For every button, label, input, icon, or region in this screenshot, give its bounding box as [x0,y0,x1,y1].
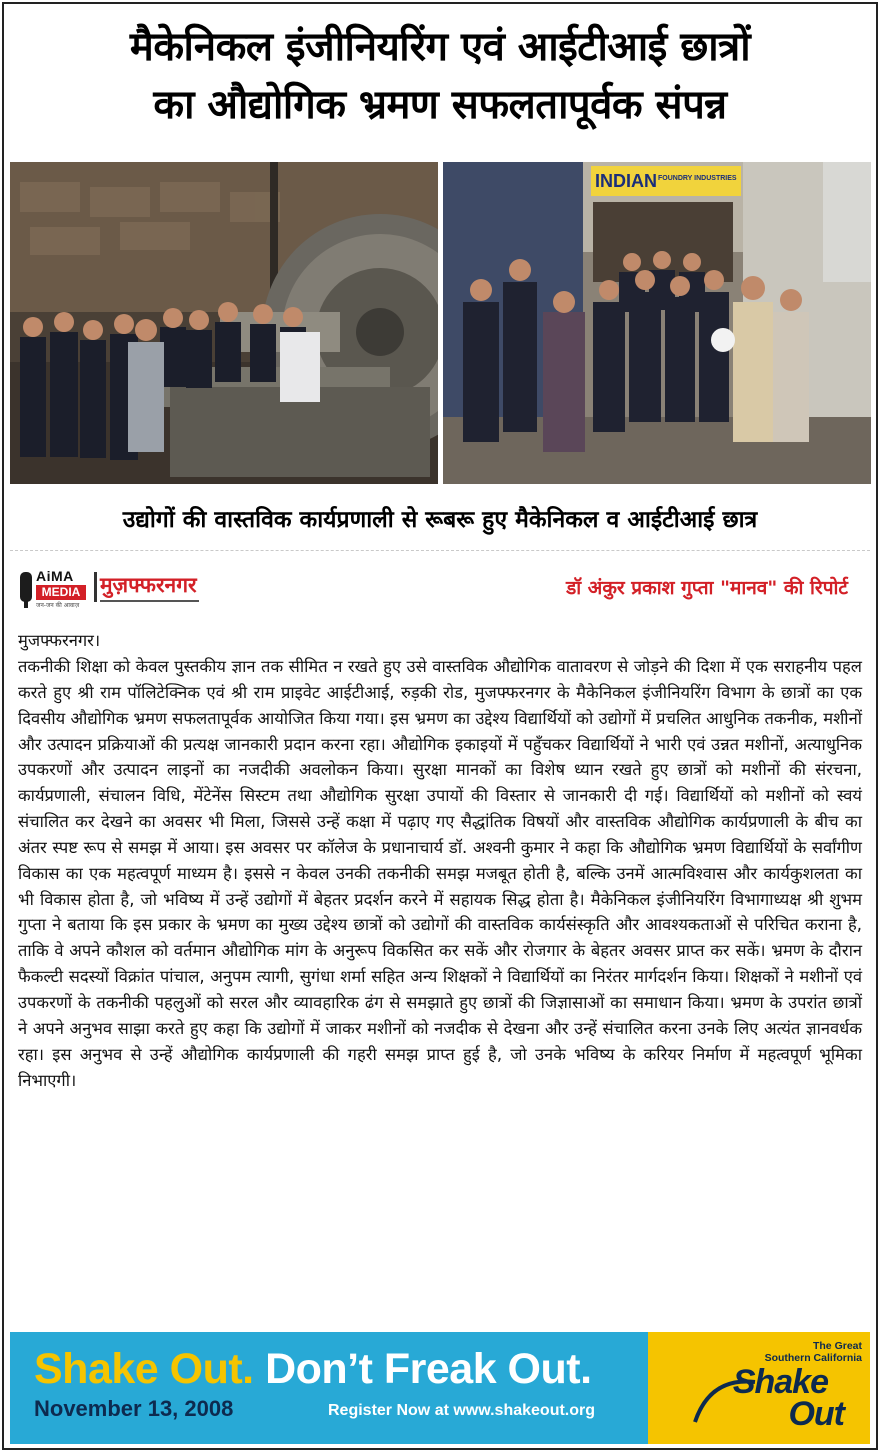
logo-top-text: AiMA [36,568,74,584]
article-place: मुजफ्फरनगर। [18,631,101,650]
section-divider [10,550,870,551]
logo-band-text: MEDIA [36,585,86,600]
city-separator [94,572,97,602]
aima-media-logo [20,568,90,608]
group-photo [443,162,871,484]
article-headline [10,18,870,134]
article-body: तकनीकी शिक्षा को केवल पुस्तकीय ज्ञान तक सीमित न रखते हुए उसे वास्तविक औद्योगिक वातावरण से जोड़ने की दिशा में एक सराहनीय पहल करते हुए श्री राम पॉलिटेक्निक एवं श्री राम प्राइवेट आईटीआई, रुड़की रोड, मुजफ्फरनगर के मैकेनिकल इंजीनियरिंग विभाग के छात्रों का एक दिवसीय औद्योगिक भ्रमण सफलतापूर्वक आयोजित किया गया। इस भ्रमण का उद्देश्य विद्यार्थियों को उद्योगों में प्रचलित आधुनिक तकनीक, मशीनों और उत्पादन प्रक्रियाओं की प्रत्यक्ष जानकारी प्रदान करना रहा। औद्योगिक इकाइयों में पहुँचकर विद्यार्थियों ने भारी एवं उन्नत मशीनों, अत्याधुनिक उपकरणों और उत्पादन लाइनों का नजदीकी अवलोकन किया। सुरक्षा मानकों का विशेष ध्यान रखते हुए छात्रों को मशीनों की संरचना, कार्यप्रणाली, संचालन विधि, मेंटेनेंस सिस्टम तथा औद्योगिक सुरक्षा उपायों की विस्तार से जानकारी दी गई। विद्यार्थियों को मशीनों को स्वयं संचालित कर देखने का अवसर भी मिला, जिससे उन्हें कक्षा में पढ़ाए गए सैद्धांतिक विषयों और वास्तविक औद्योगिक कार्यप्रणाली के बीच का अंतर स्पष्ट रूप से समझ में आया। इस अवसर पर कॉलेज के प्रधानाचार्य डॉ. अश्वनी कुमार ने कहा कि औद्योगिक भ्रमण विद्यार्थियों के सर्वांगीण विकास का एक महत्वपूर्ण माध्यम है। इससे न केवल उनकी तकनीकी समझ मजबूत होती है, बल्कि उनमें आत्मविश्वास और कार्यकुशलता का भी विकास होता है, जो भविष्य में उन्हें उद्योगों में बेहतर प्रदर्शन करने में सहायक सिद्ध होता है। मैकेनिकल इंजीनियरिंग विभागाध्यक्ष श्री शुभम गुप्ता ने बताया कि इस प्रकार के भ्रमण का मुख्य उद्देश्य छात्रों को उद्योगों की वास्तविक कार्यसंस्कृति और आवश्यकताओं से परिचित कराना है, ताकि वे अपने कौशल को वर्तमान औद्योगिक मांग के अनुरूप विकसित कर सकें और रोजगार के बेहतर अवसर प्राप्त कर सकें। भ्रमण के दौरान फैकल्टी सदस्यों विक्रांत पांचाल, अनुपम त्यागी, सुगंधा शर्मा सहित अन्य शिक्षकों ने विद्यार्थियों का निरंतर मार्गदर्शन किया। शिक्षकों ने मशीनों एवं उपकरणों के तकनीकी पहलुओं को सरल और व्यावहारिक ढंग से समझाते हुए छात्रों की जिज्ञासाओं का समाधान किया। भ्रमण के उपरांत छात्रों ने अपने अनुभव साझा करते हुए कहा कि उद्योगों में जाकर मशीनों को नजदीक से देखना और उन्हें संचालित करना उनके लिए अत्यंत ज्ञानवर्धक रहा। इस अनुभव से उन्हें औद्योगिक कार्यप्रणाली की गहरी समझ प्राप्त हुई है, जो उनके भविष्य के करियर निर्माण में महत्वपूर्ण भूमिका निभाएगी। [18,657,862,1090]
sign-sub-text: FOUNDRY INDUSTRIES [658,175,737,182]
microphone-icon [20,572,32,602]
ad-great-line-1: The Great [812,1340,862,1352]
ad-date: November 13, 2008 [34,1396,234,1421]
ad-headline-part-b: Don’t Freak Out. [253,1345,592,1393]
ad-logo-word-1: Shake [732,1363,828,1401]
factory-lathe-photo [10,162,438,484]
ad-logo-word-2: Out [788,1395,844,1433]
article-subheadline: उद्योगों की वास्तविक कार्यप्रणाली से रूबरू हुए मैकेनिकल व आईटीआई छात्र [122,507,758,533]
ad-register-link[interactable]: Register Now at www.shakeout.org [328,1402,596,1419]
ad-headline [34,1344,592,1394]
sign-main-text: INDIAN [595,171,657,191]
group-photo-illustration [443,162,871,484]
ad-great-line-2: Southern California [764,1352,862,1364]
reporter-credit: डॉ अंकुर प्रकाश गुप्ता "मानव" की रिपोर्ट [566,577,848,599]
headline-line-2: का औद्योगिक भ्रमण सफलतापूर्वक संपन्न [153,82,727,128]
ad-great-tagline [682,1340,862,1364]
ad-headline-part-a: Shake Out. [34,1345,254,1393]
shakeout-ad-banner[interactable] [10,1332,870,1444]
logo-tagline: जन-जन की आवाज़ [36,602,80,609]
dateline-city: मुज़फ्फरनगर [100,570,199,602]
headline-line-1: मैकेनिकल इंजीनियरिंग एवं आईटीआई छात्रों [129,24,751,70]
factory-lathe-illustration [10,162,438,484]
